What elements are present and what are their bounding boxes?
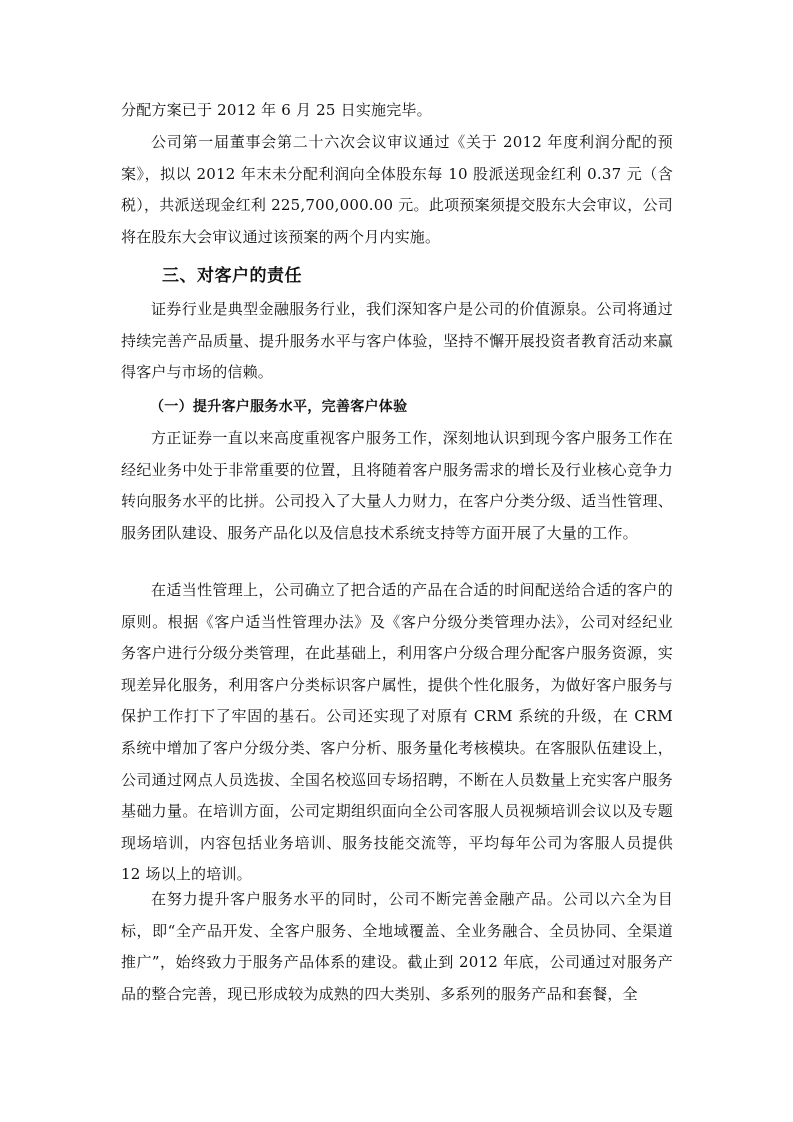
paragraph-suitability-management: 在适当性管理上，公司确立了把合适的产品在合适的时间配送给合适的客户的原则。根据《客户适当性管理办法》及《客户分级分类管理办法》，公司对经纪业务客户进行分级分类管理，在此基础上，利用客户分级合理分配客户服务资源，实现差异化服务，利用客户分类标识客户属性，提供个性化服务，为做好客户服务与保护工作打下了牢固的基石。公司还实现了对原有 CRM 系统的升级，在 CRM 系统中增加了客户分级分类、客户分析、服务量化考核模块。在客服队伍建设上，公司通过网点人员选拔、全国名校巡回专场招聘，不断在人员数量上充实客户服务基础力量。在培训方面，公司定期组织面向全公司客服人员视频培训会议以及专题现场培训，内容包括业务培训、服务技能交流等，平均每年公司为客服人员提供 12 场以上的培训。 (121, 581, 673, 884)
paragraph-profit-distribution-plan: 公司第一届董事会第二十六次会议审议通过《关于 2012 年度利润分配的预案》，拟以 2012 年末未分配利润向全体股东每 10 股派送现金红利 0.37 元（含税），共派送现金红利 225,700,000.00 元。此项预案须提交股东大会审议，公司将在股东大会审议通过该预案的两个月内实施。 (121, 133, 673, 246)
section-heading-customer-responsibility: 三、对客户的责任 (162, 266, 302, 286)
paragraph-customer-value: 证券行业是典型金融服务行业，我们深知客户是公司的价值源泉。公司将通过持续完善产品质量、提升服务水平与客户体验，坚持不懈开展投资者教育活动来赢得客户与市场的信赖。 (121, 300, 673, 382)
subsection-heading-service-level: （一）提升客户服务水平，完善客户体验 (150, 399, 408, 415)
paragraph-profit-distribution-completed: 分配方案已于 2012 年 6 月 25 日实施完毕。 (121, 101, 432, 119)
paragraph-customer-service-work: 方正证券一直以来高度重视客户服务工作，深刻地认识到现今客户服务工作在经纪业务中处于非常重要的位置，且将随着客户服务需求的增长及行业核心竞争力转向服务水平的比拼。公司投入了大量人力财力，在客户分类分级、适当性管理、服务团队建设、服务产品化以及信息技术系统支持等方面开展了大量的工作。 (121, 429, 673, 542)
paragraph-financial-products: 在努力提升客户服务水平的同时，公司不断完善金融产品。公司以六全为目标，即“全产品开发、全客户服务、全地域覆盖、全业务融合、全员协同、全渠道推广”，始终致力于服务产品体系的建设。截止到 2012 年底，公司通过对服务产品的整合完善，现已形成较为成熟的四大类别、多系列的服务产品和套餐，全 (121, 890, 673, 1003)
